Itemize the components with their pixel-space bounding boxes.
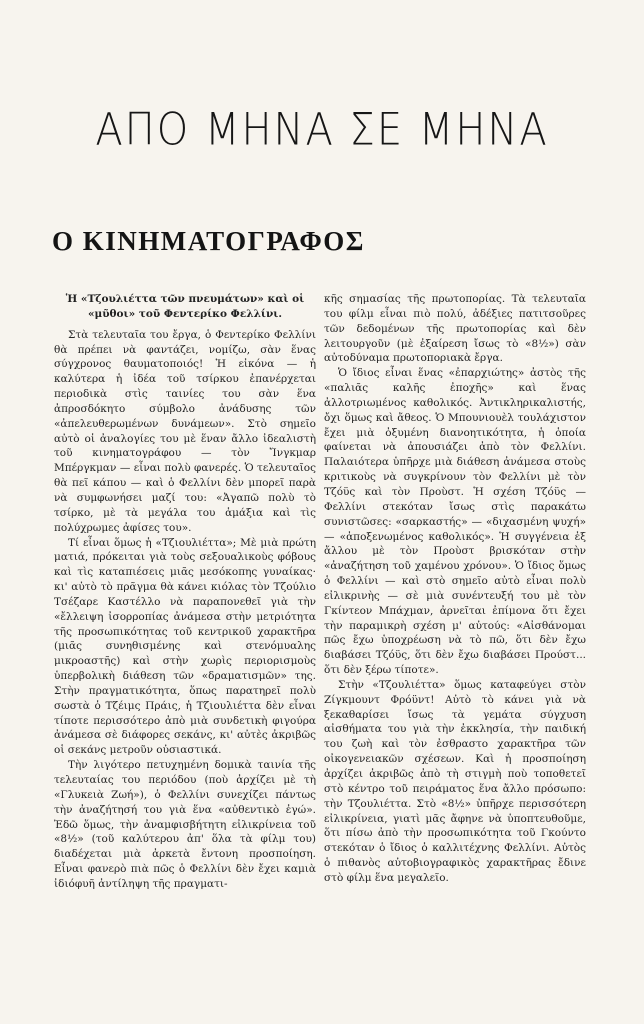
paragraph: κῆς σημασίας τῆς πρωτοπορίας. Τὰ τελευταῖα του φίλμ εἶναι πιὸ πολύ, ἀδέξιες πατιτσοῦρες τῶν δεδομένων τῆς πρωτοπορίας καὶ δὲν λειτουργοῦν (μὲ ἐξαίρεση ἴσως τὸ «8½») σὰν αὐτοδύναμα πρωτοποριακὰ ἔργα. (324, 293, 586, 365)
paragraph: Στὰ τελευταῖα του ἔργα, ὁ Φεντερίκο Φελλίνι θὰ πρέπει νὰ φαντάζει, νομίζω, σὰν ἕνας σύγχρονος θαυματοποιός! Ἡ εἰκόνα — ἡ καλύτερα ἡ ἰδέα τοῦ τσίρκου ἐπανέρχεται περιοδικὰ στὶς ταινίες του σὰν ἕνα ἀπροσδόκητο σύμβολο ἀνάδυσης τῶν «ἀπελευθερωμένων δυνάμεων». Στὸ σημεῖο αὐτὸ οἱ ἀναλογίες του μὲ ἕναν ἄλλο ἰδεαλιστὴ τοῦ κινηματογράφου — τὸν Ἴνγκμαρ Μπέργκμαν — εἶναι πολὺ φανερές. Ὁ τελευταῖος θὰ πεῖ κάπου — καὶ ὁ Φελλίνι δὲν μπορεῖ παρὰ νὰ συμφωνήσει μαζί του: «Ἀγαπῶ πολὺ τὸ τσίρκο, μὲ τὰ μεγάλα του ἁμάξια καὶ τὶς πολύχρωμες ἀφίσες του». (54, 328, 316, 534)
paragraph: Τί εἶναι ὅμως ἡ «Τζιουλιέττα»; Μὲ μιὰ πρώτη ματιά, πρόκειται γιὰ τοὺς σεξουαλικοὺς φόβους καὶ τὶς καταπιέσεις μιᾶς μεσόκοπης γυναίκας· κι' αὐτὸ τὸ πρᾶγμα θὰ κάνει κιόλας τὸν Τζούλιο Τσέζαρε Καστέλλο νὰ παραπονεθεῖ γιὰ τὴν «ἔλλειψη ἰσορροπίας ἀνάμεσα στὴν μετριότητα τῆς προσωπικότητας τοῦ κεντρικοῦ χαρακτῆρα (μιᾶς συνηθισμένης καὶ στενόμυαλης μικροαστῆς) καὶ στὴν χωρὶς περιορισμοὺς ὑπερβολικὴ διάθεση τῶν «δραματισμῶν» της. Στὴν πραγματικότητα, ὅπως παρατηρεῖ πολὺ σωστὰ ὁ Τζέιμς Πράις, ἡ Τζιουλιέττα δὲν εἶναι τίποτε περισσότερο ἀπὸ μιὰ συνδετικὴ φιγούρα ἀνάμεσα σὲ διάφορες σεκάνς, κι' αὐτὲς ἀκριβῶς οἱ σεκάνς μετροῦν οὐσιαστικά. (54, 536, 316, 757)
right-column (324, 292, 586, 886)
article-title: Ο ΚΙΝΗΜΑΤΟΓΡΑΦΟΣ (52, 226, 365, 256)
section-title: ΑΠΟ ΜΗΝΑ ΣΕ ΜΗΝΑ (95, 104, 549, 156)
left-column (54, 292, 316, 892)
paragraph: Στὴν «Τζουλιέττα» ὅμως καταφεύγει στὸν Ζίγκμουντ Φρόϋντ! Αὐτὸ τὸ κάνει γιὰ νὰ ξεκαθαρίσει ἴσως τὰ γεμάτα σύγχυση αἰσθήματα του γιὰ τὴν ἐκκλησία, τὴν παιδική του ζωὴ καὶ τὸν ἐσθραστο χαρακτῆρα τῶν οἰκογενειακῶν σχέσεων. Καὶ ἡ προσποίηση ἀρχίζει ἀκριβῶς ἀπὸ τὴ στιγμὴ ποὺ τοποθετεῖ στὸ κέντρο τοῦ πειράματος ἕνα ἄλλο πρόσωπο: τὴν Τζουλιέττα. Στὸ «8½» ὑπῆρχε περισσότερη εἰλικρίνεια, γιατὶ μᾶς ἄφηνε νὰ ὑποπτευθοῦμε, ὅτι πίσω ἀπὸ τὴν προσωπικότητα τοῦ Γκούντο στεκόταν ὁ ἴδιος ὁ καλλιτέχνης Φελλίνι. Αὐτὸς ὁ πιθανὸς αὐτοβιογραφικὸς χαρακτῆρας ἔδινε στὸ φίλμ ἕνα μεγαλεῖο. (324, 678, 586, 884)
article-subheading: Ἡ «Τζουλιέττα τῶν πνευμάτων» καὶ οἱ «μῦθοι» τοῦ Φεντερίκο Φελλίνι. (65, 293, 305, 320)
paragraph: Τὴν λιγότερο πετυχημένη δομικὰ ταινία τῆς τελευταίας του περιόδου (ποὺ ἀρχίζει μὲ τὴ «Γλυκειὰ Ζωή»), ὁ Φελλίνι συνεχίζει πάντως τὴν ἀναζήτησή του γιὰ ἕνα «αὐθεντικὸ ἐγώ». Ἐδῶ ὅμως, τὴν ἀναμφισβήτητη εἰλικρίνεια τοῦ «8½» (τοῦ καλύτερου ἀπ' ὅλα τὰ φίλμ του) διαδέχεται μιὰ ἀρκετὰ ἔντονη προσποίηση. Εἶναι φανερὸ πιὰ πῶς ὁ Φελλίνι δὲν ἔχει καμιὰ ἰδιόφυῆ ἀντίληψη τῆς πραγματι- (54, 759, 316, 890)
paragraph: Ὁ ἴδιος εἶναι ἕνας «ἐπαρχιώτης» ἀστὸς τῆς «παλιᾶς καλῆς ἐποχῆς» καὶ ἕνας ἀλλοτριωμένος καθολικός. Ἀντικληρικαλιστής, ὄχι ὅμως καὶ ἄθεος. Ὁ Μπουνιουὲλ τουλάχιστον ἔχει μιὰ ὀξυμένη διανοητικότητα, ἡ ὁποία φαίνεται νὰ ἀπουσιάζει ἀπὸ τὸν Φελλίνι. Παλαιότερα ὑπῆρχε μιὰ διάθεση ἀνάμεσα στοὺς κριτικοὺς νὰ συγκρίνουν τὸν Φελλίνι μὲ τὸν Τζόϋς καὶ τὸν Προὺστ. Ἡ σχέση Τζόϋς — Φελλίνι στεκόταν ἴσως στὶς παρακάτω συνιστῶσες: «σαρκαστής» — «διχασμένη ψυχή» — «ἀποξενωμένος καθολικός». Ἡ συγγένεια ἐξ ἄλλου μὲ τὸν Προὺστ βρισκόταν στὴν «ἀναζήτηση τοῦ χαμένου χρόνου». Ὁ ἴδιος ὅμως ὁ Φελλίνι — καὶ στὸ σημεῖο αὐτὸ εἶναι πολὺ εἰλικρινὴς — σὲ μιὰ συνέντευξή του μὲ τὸν Γκίντεον Μπάχμαν, ἀρνεῖται ἐπίμονα ὅτι ἔχει τὴν παραμικρὴ σχέση μ' αὐτούς: «Αἰσθάνομαι πῶς ἔχω ὑποχρέωση νὰ τὸ πῶ, ὅτι δὲν ἔχω διαβάσει Τζόϋς, ὅτι δὲν ἔχω διαβάσει Προύστ... ὅτι δὲν ξέρω τίποτε». (324, 367, 586, 677)
